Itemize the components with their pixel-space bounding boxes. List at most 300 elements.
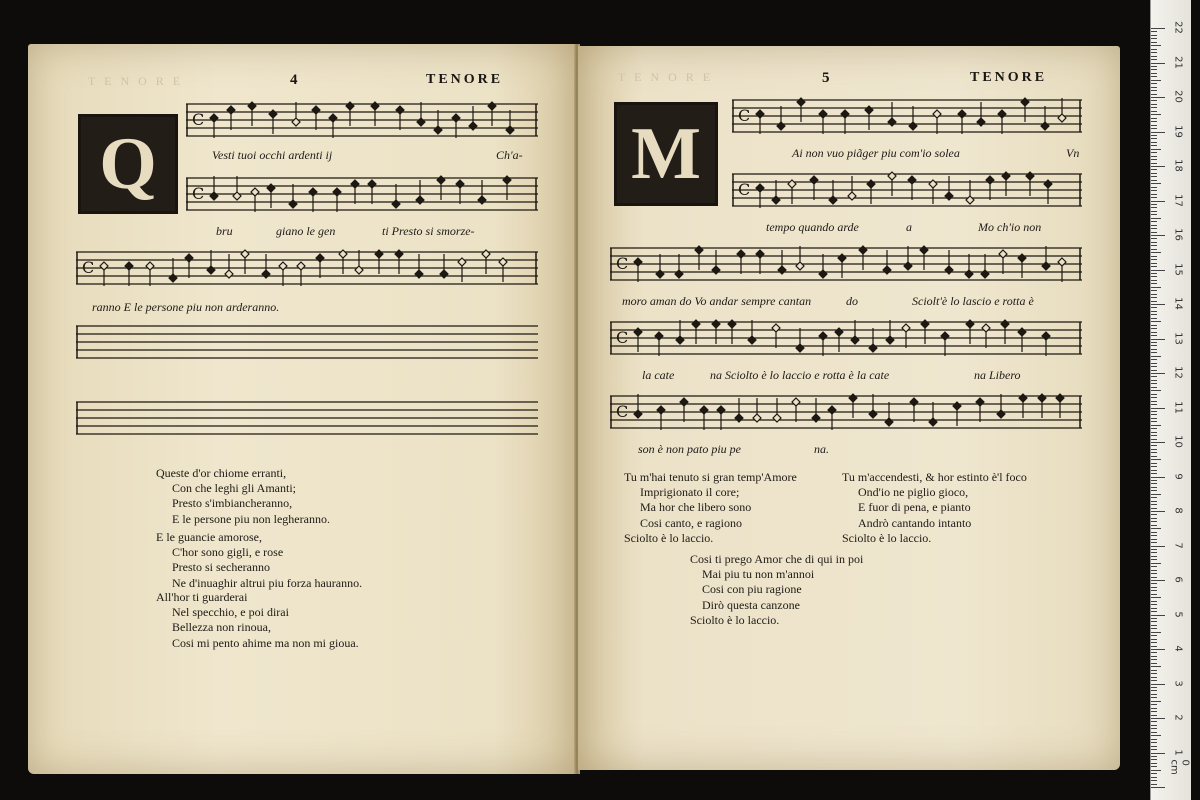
note-head <box>279 262 287 270</box>
ruler-tick <box>1151 521 1157 522</box>
note-head <box>339 250 347 258</box>
lyric-line: ti Presto si smorze- <box>382 224 475 238</box>
ruler-tick <box>1151 535 1157 536</box>
ruler-tick <box>1151 649 1165 650</box>
music-staff-2 <box>732 168 1082 212</box>
ruler-tick <box>1151 501 1157 502</box>
note-head <box>712 266 720 274</box>
ruler-tick <box>1151 532 1157 533</box>
ruler-tick <box>1151 387 1157 388</box>
ruler-tick <box>1151 163 1157 164</box>
note-head <box>888 118 896 126</box>
note-head <box>375 250 383 258</box>
ruler-tick <box>1151 735 1161 736</box>
ruler-tick <box>1151 701 1161 702</box>
verse-line: E fuor di pena, e pianto <box>858 500 971 515</box>
ruler-number: 7 <box>1172 541 1184 549</box>
bleed-through-text: T E N O R E <box>88 74 184 88</box>
ruler-tick <box>1151 411 1157 412</box>
note-head <box>976 398 984 406</box>
svg-text:C: C <box>738 106 751 125</box>
ruler-number: 8 <box>1172 507 1184 514</box>
lyric-line: a <box>906 220 912 234</box>
note-head <box>458 258 466 266</box>
ruler-tick <box>1151 573 1157 574</box>
verse-3 <box>156 590 359 651</box>
note-head <box>309 188 317 196</box>
note-head <box>819 332 827 340</box>
lyric-line: na Libero <box>974 368 1021 382</box>
verse-line: Imprigionato il core; <box>640 485 740 500</box>
note-head <box>910 398 918 406</box>
ruler-tick <box>1151 80 1161 81</box>
svg-text:C: C <box>192 110 205 129</box>
verse-line: Nel specchio, e poi dirai <box>172 605 289 620</box>
ruler-tick <box>1151 383 1157 384</box>
note-head <box>819 270 827 278</box>
ruler-tick <box>1151 563 1161 564</box>
ruler-tick <box>1151 256 1157 257</box>
initial-letter: M <box>631 113 701 195</box>
note-head <box>819 110 827 118</box>
ruler-tick <box>1151 394 1157 395</box>
note-head <box>929 180 937 188</box>
ruler-tick <box>1151 149 1161 150</box>
ruler-tick <box>1151 159 1157 160</box>
note-head <box>812 414 820 422</box>
ruler-tick <box>1151 252 1161 253</box>
ruler-tick <box>1151 452 1157 453</box>
note-head <box>415 270 423 278</box>
note-head <box>210 192 218 200</box>
note-head <box>207 266 215 274</box>
note-head <box>712 320 720 328</box>
ruler-number: 14 <box>1172 297 1184 310</box>
ruler-number: 22 <box>1172 21 1184 34</box>
ruler-tick <box>1151 332 1157 333</box>
ruler-tick <box>1151 756 1157 757</box>
ruler-tick <box>1151 152 1157 153</box>
ruler-tick <box>1151 766 1157 767</box>
ruler-tick <box>1151 690 1157 691</box>
verse-line: Ond'io ne piglio gioco, <box>858 485 969 500</box>
note-head <box>788 180 796 188</box>
decorated-initial <box>614 102 718 206</box>
note-head <box>756 110 764 118</box>
ruler-tick <box>1151 370 1157 371</box>
note-head <box>506 126 514 134</box>
ruler-tick <box>1151 342 1157 343</box>
ruler-tick <box>1151 445 1157 446</box>
ruler-tick <box>1151 511 1165 512</box>
ruler-tick <box>1151 508 1157 509</box>
ruler-tick <box>1151 473 1157 474</box>
ruler-tick <box>1151 180 1157 181</box>
note-head <box>269 110 277 118</box>
note-head <box>488 102 496 110</box>
ruler-tick <box>1151 552 1157 553</box>
ruler-tick <box>1151 125 1157 126</box>
ruler-tick <box>1151 546 1165 547</box>
ruler-tick <box>1151 197 1157 198</box>
verse-line: Cosi ti prego Amor che di qui in poi <box>690 552 864 566</box>
ruler-tick <box>1151 56 1157 57</box>
ruler-tick <box>1151 49 1157 50</box>
voice-label: TENORE <box>426 72 504 87</box>
ruler-tick <box>1151 518 1157 519</box>
note-head <box>333 188 341 196</box>
verse-line: C'hor sono gigli, e rose <box>172 545 284 560</box>
note-head <box>392 200 400 208</box>
lyric-line: Mo ch'io non <box>978 220 1042 234</box>
note-head <box>289 200 297 208</box>
ruler-tick <box>1151 625 1157 626</box>
ruler-number: 9 <box>1172 472 1184 480</box>
verse-line: Sciolto è lo laccio. <box>624 530 714 545</box>
ruler-tick <box>1151 684 1165 685</box>
ruler-tick <box>1151 621 1157 622</box>
note-head <box>929 418 937 426</box>
note-head <box>1044 180 1052 188</box>
note-head <box>346 102 354 110</box>
verse-line: Presto si secheranno <box>172 560 270 575</box>
ruler-tick <box>1151 687 1157 688</box>
note-head <box>1018 328 1026 336</box>
note-head <box>656 270 664 278</box>
page-number: 5 <box>822 70 830 86</box>
ruler-tick <box>1151 656 1157 657</box>
note-head <box>675 270 683 278</box>
note-head <box>680 398 688 406</box>
verse-line: Tu m'hai tenuto si gran temp'Amore <box>624 470 797 484</box>
ruler-tick <box>1151 428 1157 429</box>
note-head <box>312 106 320 114</box>
note-head <box>796 344 804 352</box>
ruler-tick <box>1151 190 1157 191</box>
ruler-tick <box>1151 549 1157 550</box>
music-staff-2 <box>186 172 538 216</box>
note-head <box>251 188 259 196</box>
ruler-tick <box>1151 214 1157 215</box>
ruler-number: 18 <box>1172 159 1184 172</box>
note-head <box>329 114 337 122</box>
note-head <box>241 250 249 258</box>
ruler-number: 2 <box>1172 714 1184 721</box>
svg-text:C: C <box>616 254 629 273</box>
ruler-tick <box>1151 421 1157 422</box>
music-staff-3 <box>76 246 538 290</box>
ruler-tick <box>1151 201 1165 202</box>
music-staff-1 <box>186 98 538 142</box>
ruler-tick <box>1151 104 1157 105</box>
note-head <box>169 274 177 282</box>
ruler-tick <box>1151 728 1157 729</box>
ruler-tick <box>1151 245 1157 246</box>
ruler-tick <box>1151 780 1157 781</box>
ruler-tick <box>1151 321 1161 322</box>
ruler-tick <box>1151 449 1157 450</box>
ruler-tick <box>1151 307 1157 308</box>
note-head <box>634 410 642 418</box>
note-head <box>869 410 877 418</box>
note-head <box>634 258 642 266</box>
ruler-number: 1 <box>1172 748 1184 756</box>
ruler-tick <box>1151 470 1157 471</box>
note-head <box>395 250 403 258</box>
ruler-tick <box>1151 176 1157 177</box>
note-head <box>966 196 974 204</box>
ruler-tick <box>1151 273 1157 274</box>
note-head <box>828 406 836 414</box>
ruler-tick <box>1151 301 1157 302</box>
ruler-number: 16 <box>1172 228 1184 241</box>
note-head <box>904 262 912 270</box>
ruler-tick <box>1151 559 1157 560</box>
ruler-tick <box>1151 259 1157 260</box>
note-head <box>1058 258 1066 266</box>
ruler-tick <box>1151 459 1161 460</box>
ruler-tick <box>1151 556 1157 557</box>
verse-line: All'hor ti guarderai <box>156 590 248 604</box>
ruler-tick <box>1151 597 1161 598</box>
note-head <box>838 254 846 262</box>
note-head <box>1026 172 1034 180</box>
ruler-tick <box>1151 52 1157 53</box>
ruler-number: 21 <box>1172 55 1184 69</box>
svg-text:C: C <box>616 402 629 421</box>
ruler-tick <box>1151 673 1157 674</box>
ruler-tick <box>1151 463 1157 464</box>
lyric-line: moro aman do Vo andar sempre cantan <box>622 294 812 308</box>
note-head <box>986 176 994 184</box>
ruler-tick <box>1151 287 1161 288</box>
note-head <box>478 196 486 204</box>
ruler-tick <box>1151 618 1157 619</box>
ruler-tick <box>1151 31 1157 32</box>
ruler-tick <box>1151 366 1157 367</box>
note-head <box>503 176 511 184</box>
note-head <box>777 122 785 130</box>
ruler-tick <box>1151 504 1157 505</box>
note-head <box>1041 122 1049 130</box>
note-head <box>867 180 875 188</box>
ruler-tick <box>1151 45 1161 46</box>
ruler-tick <box>1151 666 1161 667</box>
note-head <box>848 192 856 200</box>
ruler-tick <box>1151 232 1157 233</box>
note-head <box>965 270 973 278</box>
ruler-tick <box>1151 142 1157 143</box>
ruler-tick <box>1151 294 1157 295</box>
note-head <box>728 320 736 328</box>
note-head <box>778 266 786 274</box>
ruler-tick <box>1151 611 1157 612</box>
note-head <box>717 406 725 414</box>
note-head <box>434 126 442 134</box>
lyric-line: na Sciolto è lo laccio e rotta è la cate <box>710 368 890 382</box>
ruler-number: 6 <box>1172 576 1184 583</box>
ruler-tick <box>1151 283 1157 284</box>
note-head <box>1018 254 1026 262</box>
ruler-tick <box>1151 642 1157 643</box>
note-head <box>869 344 877 352</box>
ruler-tick <box>1151 542 1157 543</box>
note-head <box>355 266 363 274</box>
ruler-tick <box>1151 311 1157 312</box>
ruler-tick <box>1151 528 1161 529</box>
note-head <box>999 250 1007 258</box>
ruler-tick <box>1151 583 1157 584</box>
ruler-tick <box>1151 335 1157 336</box>
ruler-tick <box>1151 632 1161 633</box>
ruler-tick <box>1151 235 1165 236</box>
ruler-tick <box>1151 169 1157 170</box>
ruler-number: 15 <box>1172 262 1184 276</box>
note-head <box>835 328 843 336</box>
note-head <box>100 262 108 270</box>
note-head <box>655 332 663 340</box>
note-head <box>1058 114 1066 122</box>
ruler-tick <box>1151 635 1157 636</box>
ruler-tick <box>1151 397 1157 398</box>
note-head <box>772 196 780 204</box>
ruler-tick <box>1151 566 1157 567</box>
note-head <box>417 118 425 126</box>
ruler-tick <box>1151 414 1157 415</box>
note-head <box>810 176 818 184</box>
ruler-tick <box>1151 42 1157 43</box>
ruler-tick <box>1151 715 1157 716</box>
ruler-tick <box>1151 90 1157 91</box>
ruler-tick <box>1151 97 1165 98</box>
ruler-tick <box>1151 746 1157 747</box>
ruler-tick <box>1151 363 1157 364</box>
ruler-tick <box>1151 204 1157 205</box>
note-head <box>440 270 448 278</box>
ruler-tick <box>1151 628 1157 629</box>
ruler-tick <box>1151 604 1157 605</box>
verse-line: Sciolto è lo laccio. <box>842 530 932 545</box>
ruler-tick <box>1151 477 1165 478</box>
ruler-tick <box>1151 514 1157 515</box>
ruler-tick <box>1151 697 1157 698</box>
lyric-line: giano le gen <box>276 224 336 238</box>
ruler-tick <box>1151 376 1157 377</box>
svg-text:C: C <box>192 184 205 203</box>
note-head <box>756 184 764 192</box>
note-head <box>676 336 684 344</box>
note-head <box>316 254 324 262</box>
ruler-tick <box>1151 442 1165 443</box>
lyric-line: Ai non vuo piãger piu com'io solea <box>792 146 960 160</box>
ruler-tick <box>1151 318 1157 319</box>
ruler-tick <box>1151 359 1157 360</box>
ruler-tick <box>1151 280 1157 281</box>
ruler-tick <box>1151 608 1157 609</box>
ruler-tick <box>1151 345 1157 346</box>
measuring-ruler <box>1150 0 1191 800</box>
ruler-tick <box>1151 225 1157 226</box>
lyric-line: tempo quando arde <box>766 220 859 234</box>
note-head <box>772 324 780 332</box>
note-head <box>753 414 761 422</box>
note-head <box>851 336 859 344</box>
ruler-number: 10 <box>1172 435 1184 448</box>
lyric-line: do <box>846 294 858 308</box>
ruler-tick <box>1151 35 1157 36</box>
decorated-initial <box>78 114 178 214</box>
ruler-tick <box>1151 680 1157 681</box>
ruler-tick <box>1151 432 1157 433</box>
ruler-tick <box>1151 263 1157 264</box>
note-head <box>977 118 985 126</box>
svg-text:C: C <box>738 180 751 199</box>
ruler-tick <box>1151 497 1157 498</box>
right-page <box>578 46 1120 770</box>
ruler-tick <box>1151 28 1165 29</box>
ruler-tick <box>1151 373 1165 374</box>
ruler-tick <box>1151 352 1157 353</box>
note-head <box>351 180 359 188</box>
ruler-tick <box>1151 439 1157 440</box>
svg-text:C: C <box>616 328 629 347</box>
ruler-tick <box>1151 83 1157 84</box>
ruler-tick <box>1151 777 1157 778</box>
ruler-tick <box>1151 173 1157 174</box>
note-head <box>396 106 404 114</box>
ruler-tick <box>1151 718 1165 719</box>
lyric-line: bru <box>216 224 233 238</box>
ruler-tick <box>1151 356 1161 357</box>
ruler-tick <box>1151 694 1157 695</box>
ruler-tick <box>1151 128 1157 129</box>
note-head <box>1056 394 1064 402</box>
verse-line: Ma hor che libero sono <box>640 500 752 515</box>
ruler-tick <box>1151 490 1157 491</box>
note-head <box>888 172 896 180</box>
note-head <box>908 176 916 184</box>
note-head <box>953 402 961 410</box>
ruler-tick <box>1151 652 1157 653</box>
ruler-tick <box>1151 114 1161 115</box>
ruler-tick <box>1151 759 1157 760</box>
note-head <box>748 336 756 344</box>
note-head <box>185 254 193 262</box>
ruler-tick <box>1151 732 1157 733</box>
note-head <box>982 324 990 332</box>
note-head <box>920 246 928 254</box>
verse-line: Cosi mi pento ahime ma non mi gioua. <box>172 635 359 650</box>
verse-2 <box>842 470 1027 546</box>
note-head <box>945 192 953 200</box>
music-staff-5 <box>610 390 1082 434</box>
ruler-tick <box>1151 663 1157 664</box>
ruler-number: 12 <box>1172 366 1184 379</box>
ruler-tick <box>1151 87 1157 88</box>
ruler-tick <box>1151 73 1157 74</box>
music-staff-1 <box>732 94 1082 138</box>
note-head <box>456 180 464 188</box>
ruler-tick <box>1151 94 1157 95</box>
ruler-tick <box>1151 773 1157 774</box>
ruler-tick <box>1151 770 1161 771</box>
ruler-tick <box>1151 211 1157 212</box>
ruler-tick <box>1151 242 1157 243</box>
note-head <box>292 118 300 126</box>
lyric-line: Sciolt'è lo lascio e rotta è <box>912 294 1034 308</box>
ruler-tick <box>1151 111 1157 112</box>
verse-line: Con che leghi gli Amanti; <box>172 481 296 496</box>
